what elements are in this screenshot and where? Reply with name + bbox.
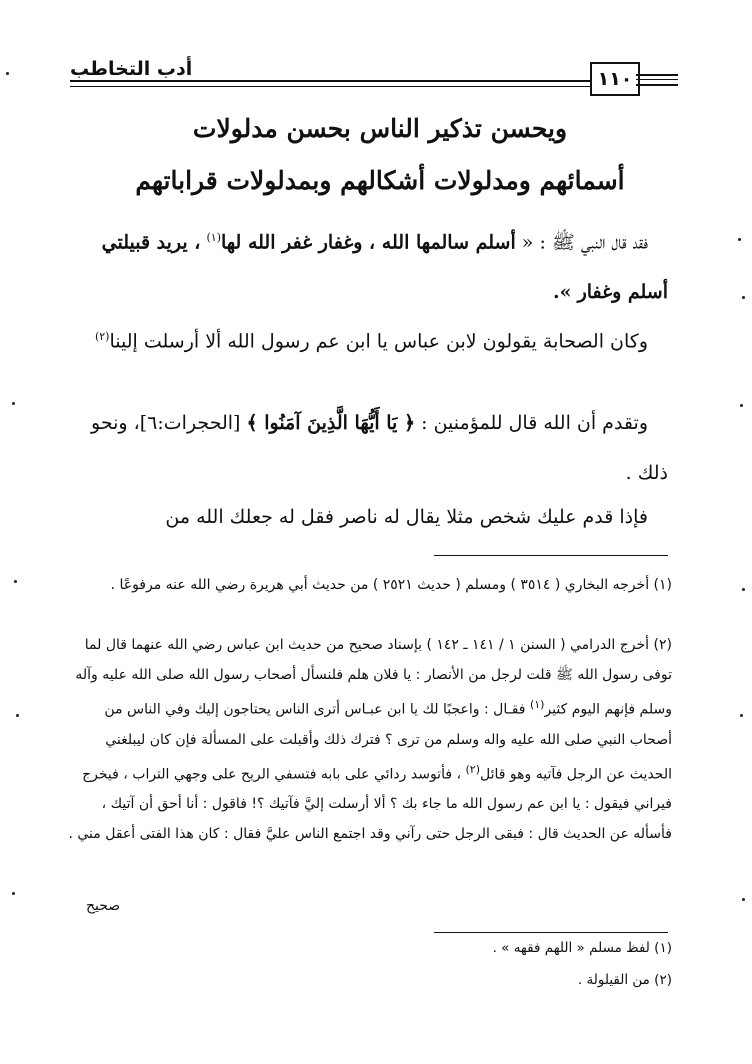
p1-footnote-ref: (١) <box>206 231 221 244</box>
header-tail-rule-thin <box>636 79 678 80</box>
subfootnote-separator <box>434 932 668 933</box>
body-paragraph-3 <box>78 398 668 498</box>
header-rule <box>70 80 590 82</box>
scan-speck <box>738 238 741 241</box>
fn2-part-a: (٢) أخرج الدرامي ( السنن ١ / ١٤١ ـ ١٤٢ ) بإسناد صحيح من حديث ابن عباس رضي الله عنهما قال لما توفى رسول الله ﷺ قلت لرجل من الأنصار : يا فلان هلم فلنسأل أصحاب رسول الله صلى الله عليه وآله وسلم فإنهم اليوم كثير <box>75 637 672 718</box>
p1-quote-end: ، يريد قبيلتي أسلم وغفار <box>101 231 668 304</box>
fn2-part-c: ، فأتوسد ردائي على بابه فتسفي الريح على وجهي التراب ، فيخرج فيراني فيقول : يا ابن عم رسول الله ما جاء بك ؟ ألا أرسلت إليَّ فآتيك ؟! فاقول : أنا أحق أن آتيك ، فأسأله عن الحديث قال : فبقى الرجل حتى رآني وقد اجتمع الناس عليَّ فقال : كان هذا الفتى أعقل مني . <box>68 766 672 843</box>
p1-hadith-quote: أسلم سالمها الله ، وغفار غفر الله لها <box>221 231 516 254</box>
fn2-ref-2: (٢) <box>465 762 480 776</box>
scan-speck <box>16 714 19 717</box>
scan-speck <box>12 402 15 405</box>
p2-footnote-ref: (٢) <box>94 330 110 343</box>
scan-speck <box>740 714 743 717</box>
fn2-part-b: فقـال : واعجبًا لك يا ابن عبـاس أترى الناس يحتاجون إليك وفي الناس من أصحاب النبي صلى الله عليه واله وسلم من ترى ؟ فترك ذلك وأقبلت على المسألة فإن كان ليبلغني الحديث عن الرجل فآتيه وهو قائل <box>104 701 672 783</box>
subfootnote-1: (١) لفظ مسلم « اللهم فقهه » . <box>492 940 672 956</box>
running-header-title: أدب التخاطب <box>70 58 193 80</box>
scan-speck <box>742 296 745 299</box>
p3-citation: [الحجرات:٦]، ونحو ذلك . <box>91 412 668 484</box>
fn2-ref-1: (١) <box>529 698 545 711</box>
header-rule-thin <box>70 86 590 87</box>
p2-text: وكان الصحابة يقولون لابن عباس يا ابن عم رسول الله ألا أرسلت إلينا <box>109 330 648 353</box>
footnote-1: (١) أخرجه البخاري ( ٣٥١٤ ) ومسلم ( حديث ٢٥٢١ ) من حديث أبي هريرة رضي الله عنه مرفوعًا . <box>110 577 672 593</box>
scan-speck <box>12 892 15 895</box>
footnote-separator <box>434 555 668 556</box>
p3-quran-verse: ﴿ يَا أَيُّهَا الَّذِينَ آمَنُوا ﴾ <box>246 412 416 434</box>
p3-intro: وتقدم أن الله قال للمؤمنين : <box>421 412 648 434</box>
header-tail-rule <box>636 74 678 76</box>
subfootnote-2: (٢) من القيلولة . <box>577 972 672 988</box>
header-tail-rule <box>636 84 678 86</box>
footnote-2 <box>66 630 672 849</box>
body-paragraph-2 <box>78 312 668 366</box>
scan-speck <box>742 898 745 901</box>
page-number-box: ١١٠ <box>590 62 640 96</box>
body-paragraph-4 <box>78 492 668 542</box>
section-heading-line2: أسمائهم ومدلولات أشكالهم وبمدلولات قراباتهم <box>135 166 625 195</box>
scan-speck <box>742 588 745 591</box>
body-paragraph-1 <box>78 213 668 317</box>
hadith-grade: صحيح <box>86 898 121 914</box>
p4-text: فإذا قدم عليك شخص مثلا يقال له ناصر فقل له جعلك الله من <box>165 506 648 528</box>
scan-speck <box>14 580 17 583</box>
scan-speck <box>6 72 9 75</box>
p1-close: ». <box>553 281 572 304</box>
section-heading-line1: ويحسن تذكير الناس بحسن مدلولات <box>192 114 568 143</box>
scan-speck <box>740 404 743 407</box>
p1-intro: فقد قال النبي ﷺ : « <box>521 231 648 254</box>
